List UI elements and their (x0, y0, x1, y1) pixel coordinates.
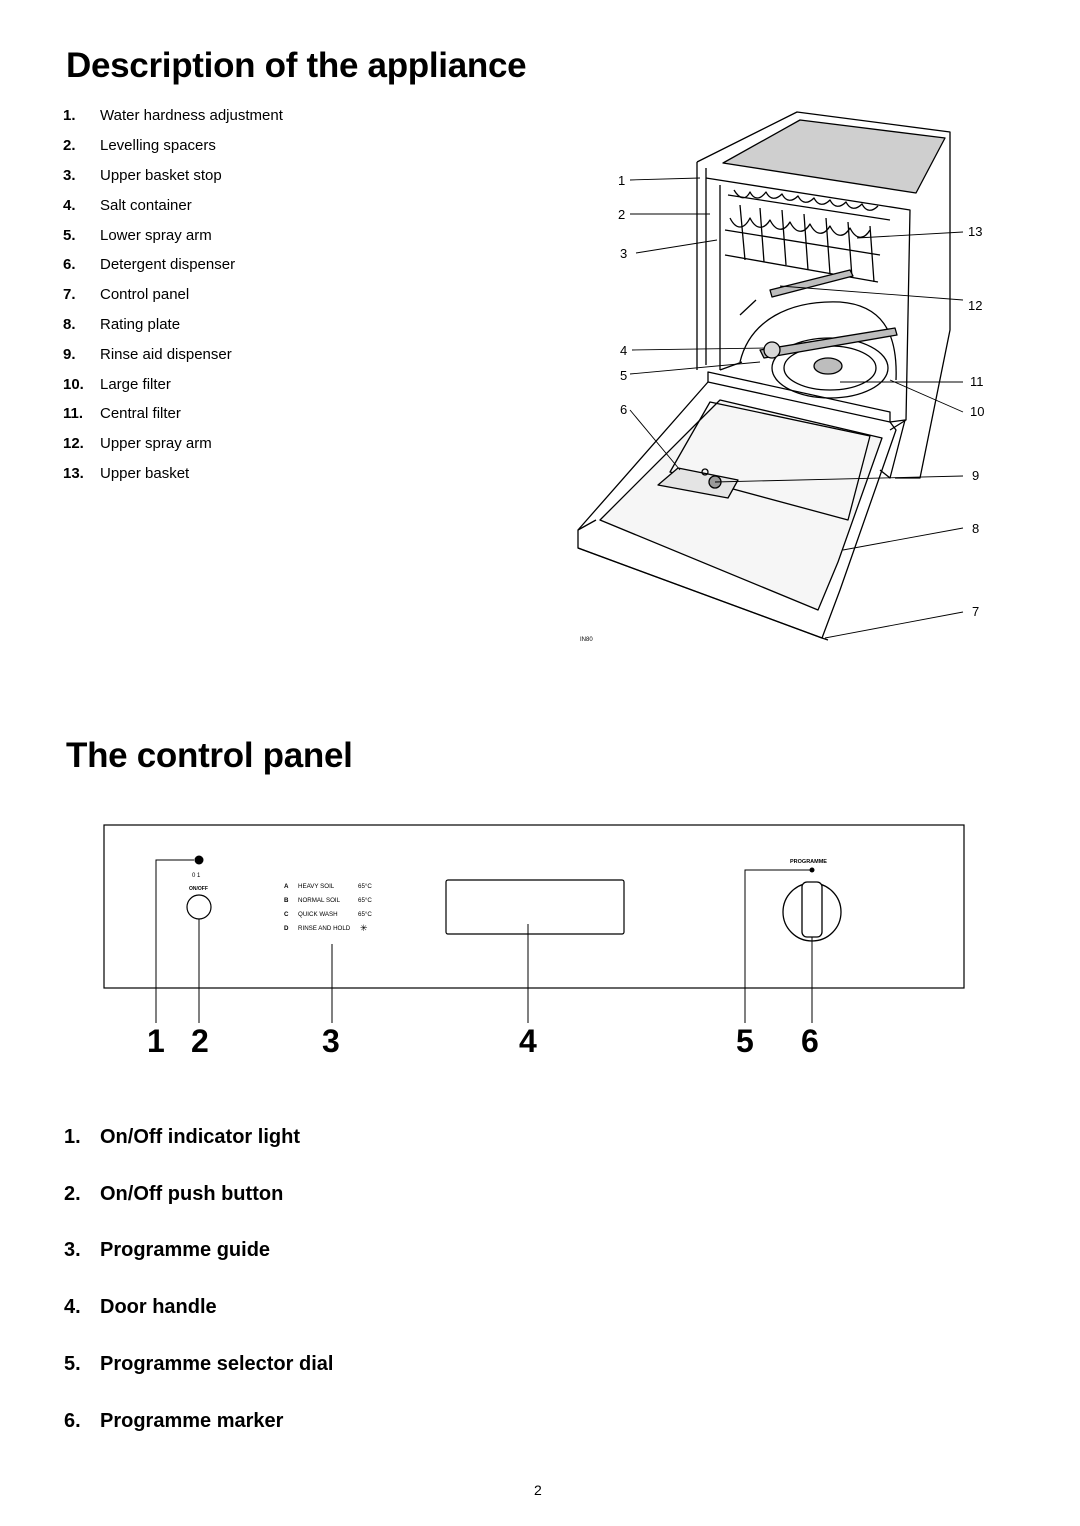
item-label: Rinse aid dispenser (100, 345, 232, 363)
callout-11: 11 (970, 374, 984, 389)
callout-number: 1 (147, 1023, 165, 1059)
item-label: Programme guide (100, 1239, 271, 1262)
programme-letter: C (284, 911, 289, 918)
dial-knob-grip (802, 882, 822, 937)
programme-name: HEAVY SOIL (298, 883, 335, 890)
item-number: 2. (63, 137, 76, 155)
section-title: The control panel (66, 736, 353, 775)
list-item (63, 399, 283, 429)
item-label: Salt container (100, 196, 192, 214)
callout-8: 8 (972, 521, 980, 536)
callout-2: 2 (618, 207, 626, 222)
callout-12: 12 (968, 298, 983, 313)
dishwasher-illustration (560, 100, 1000, 650)
parts-list (63, 101, 283, 488)
callout-9: 9 (972, 468, 980, 483)
item-number: 6. (64, 1409, 81, 1432)
list-item (63, 131, 283, 161)
list-item (63, 339, 283, 369)
onoff-symbol: 0 1 (192, 873, 201, 879)
onoff-indicator-light (195, 856, 204, 865)
callout-number: 4 (519, 1023, 537, 1059)
item-label: Upper spray arm (100, 435, 212, 453)
list-item (63, 161, 283, 191)
list-item (63, 190, 283, 220)
callout-number: 6 (801, 1023, 819, 1059)
list-item (64, 1109, 333, 1166)
callout-1: 1 (618, 173, 626, 188)
item-label: Control panel (100, 286, 190, 304)
callout-4: 4 (620, 343, 628, 358)
item-number: 5. (63, 226, 76, 244)
item-label: Programme marker (100, 1409, 284, 1432)
callout-13: 13 (968, 224, 983, 239)
programme-name: NORMAL SOIL (298, 897, 341, 904)
item-label: Upper basket stop (100, 166, 222, 184)
item-label: Upper basket (100, 464, 190, 482)
item-label: Rating plate (100, 315, 181, 333)
page-title: Description of the appliance (66, 46, 527, 85)
list-item (63, 250, 283, 280)
item-label: On/Off indicator light (100, 1125, 300, 1148)
list-item (64, 1279, 333, 1336)
callout-3: 3 (620, 246, 628, 261)
item-label: Door handle (100, 1296, 217, 1319)
item-number: 10. (63, 375, 84, 393)
item-number: 1. (63, 107, 76, 125)
programme-label: PROGRAMME (790, 859, 827, 865)
control-panel-diagram (100, 820, 970, 1070)
programme-name: QUICK WASH (298, 911, 338, 918)
item-label: Programme selector dial (100, 1353, 334, 1376)
list-item (64, 1393, 333, 1450)
item-label: Large filter (100, 375, 171, 393)
programme-temp: ✳ (360, 923, 368, 933)
item-number: 3. (63, 166, 76, 184)
page-number: 2 (534, 1482, 542, 1498)
item-label: Lower spray arm (100, 226, 212, 244)
list-item (63, 369, 283, 399)
item-label: On/Off push button (100, 1182, 284, 1205)
programme-temp: 65°C (358, 911, 372, 918)
onoff-label: ON/OFF (189, 886, 208, 892)
list-item (63, 429, 283, 459)
item-number: 9. (63, 345, 76, 363)
programme-letter: A (284, 883, 289, 890)
item-number: 2. (64, 1182, 81, 1205)
item-number: 3. (64, 1239, 81, 1262)
control-panel-list (64, 1109, 333, 1450)
callout-6: 6 (620, 402, 628, 417)
item-label: Water hardness adjustment (100, 107, 283, 125)
callout-5: 5 (620, 368, 628, 383)
item-number: 5. (64, 1353, 81, 1376)
item-number: 13. (63, 464, 84, 482)
programme-marker (810, 868, 815, 873)
programme-name: RINSE AND HOLD (298, 925, 351, 932)
list-item (63, 220, 283, 250)
programme-temp: 65°C (358, 883, 372, 890)
item-number: 4. (64, 1296, 81, 1319)
item-label: Levelling spacers (100, 137, 216, 155)
programme-letter: B (284, 897, 289, 904)
door-handle[interactable] (446, 880, 624, 934)
item-number: 11. (63, 405, 84, 423)
callout-7: 7 (972, 604, 980, 619)
onoff-button[interactable] (187, 895, 211, 919)
item-number: 12. (63, 435, 84, 453)
list-item (63, 459, 283, 489)
programme-letter: D (284, 925, 289, 932)
item-number: 1. (64, 1125, 81, 1148)
list-item (63, 101, 283, 131)
item-number: 4. (63, 196, 76, 214)
list-item (63, 280, 283, 310)
list-item (64, 1166, 333, 1223)
callout-10: 10 (970, 404, 985, 419)
programme-temp: 65°C (358, 897, 372, 904)
figure-code: IN80 (580, 637, 593, 643)
callout-number: 5 (736, 1023, 754, 1059)
callout-number: 2 (191, 1023, 209, 1059)
list-item (63, 310, 283, 340)
list-item (64, 1336, 333, 1393)
item-label: Detergent dispenser (100, 256, 236, 274)
item-number: 7. (63, 286, 76, 304)
callout-number: 3 (322, 1023, 340, 1059)
item-number: 6. (63, 256, 76, 274)
item-label: Central filter (100, 405, 181, 423)
list-item (64, 1223, 333, 1280)
item-number: 8. (63, 315, 76, 333)
